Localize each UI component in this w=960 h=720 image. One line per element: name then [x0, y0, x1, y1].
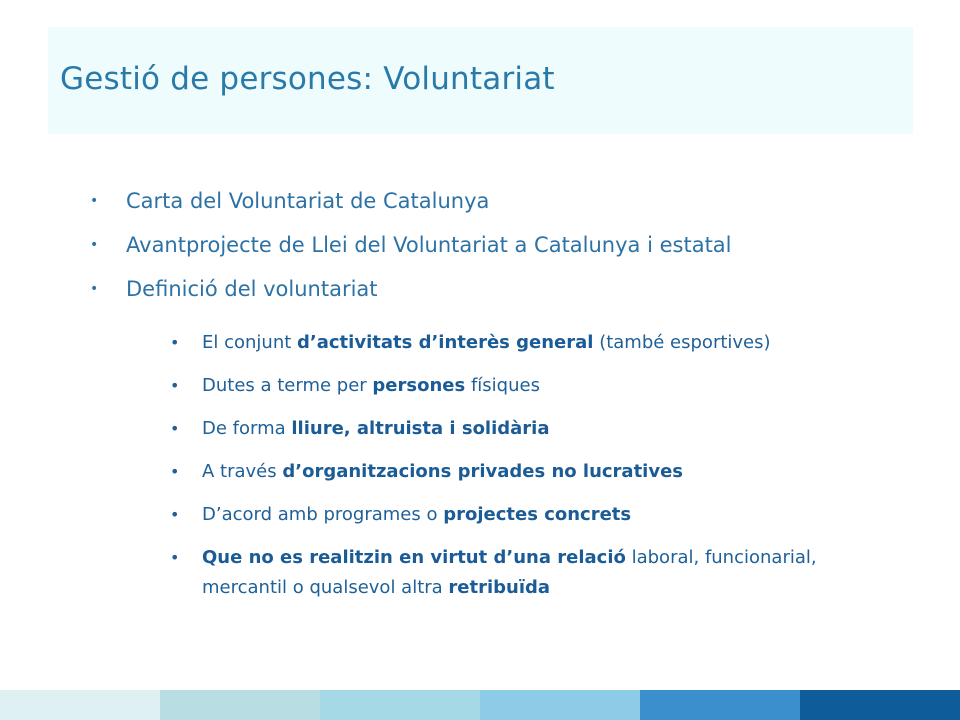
sub-text: físiques [465, 375, 540, 396]
slide-title: Gestió de persones: Voluntariat [60, 61, 555, 97]
footer-segment [800, 690, 960, 720]
sub-text: D’acord amb programes o [202, 504, 444, 525]
footer-segment [0, 690, 160, 720]
main-bullet-list [88, 183, 918, 315]
bullet-dot-icon: • [170, 505, 180, 524]
title-band [48, 27, 913, 134]
bullet-dot-icon: • [170, 419, 180, 438]
sub-bold-text: retribuïda [448, 577, 551, 598]
definition-sub-item [168, 328, 888, 358]
footer-segment [320, 690, 480, 720]
sub-text: (també esportives) [593, 332, 771, 353]
sub-text: De forma [202, 418, 292, 439]
bullet-dot-icon: • [170, 548, 180, 567]
main-bullet-item [88, 183, 918, 227]
definition-sub-item [168, 414, 888, 444]
sub-bold-text: lliure, altruista i solidària [291, 418, 550, 439]
footer-segment [480, 690, 640, 720]
definition-sub-item [168, 457, 888, 487]
footer-color-bar [0, 690, 960, 720]
main-bullet-text: Carta del Voluntariat de Catalunya [126, 189, 490, 213]
definition-sub-item [168, 371, 888, 401]
sub-text: A través [202, 461, 283, 482]
sub-bold-text: d’activitats d’interès general [297, 332, 594, 353]
bullet-dot-icon: • [170, 376, 180, 395]
sub-text: laboral, funcionarial, mercantil o qualsevol altra [202, 547, 817, 598]
sub-bold-text: persones [372, 375, 466, 396]
bullet-dot-icon: • [90, 193, 99, 209]
sub-bold-text: projectes concrets [443, 504, 632, 525]
main-bullet-item [88, 271, 918, 315]
bullet-dot-icon: • [170, 462, 180, 481]
bullet-dot-icon: • [90, 237, 99, 253]
bullet-dot-icon: • [170, 333, 180, 352]
footer-segment [640, 690, 800, 720]
main-bullet-text: Definició del voluntariat [126, 277, 378, 301]
definition-sub-list [168, 328, 888, 616]
definition-sub-item [168, 500, 888, 530]
footer-segment [160, 690, 320, 720]
main-bullet-text: Avantprojecte de Llei del Voluntariat a Catalunya i estatal [126, 233, 732, 257]
main-bullet-item [88, 227, 918, 271]
bullet-dot-icon: • [90, 281, 99, 297]
sub-text: El conjunt [202, 332, 298, 353]
sub-bold-text: d’organitzacions privades no lucratives [282, 461, 684, 482]
sub-text: Dutes a terme per [202, 375, 373, 396]
definition-sub-item [168, 543, 888, 603]
sub-bold-text: Que no es realitzin en virtut d’una relació [202, 547, 626, 568]
